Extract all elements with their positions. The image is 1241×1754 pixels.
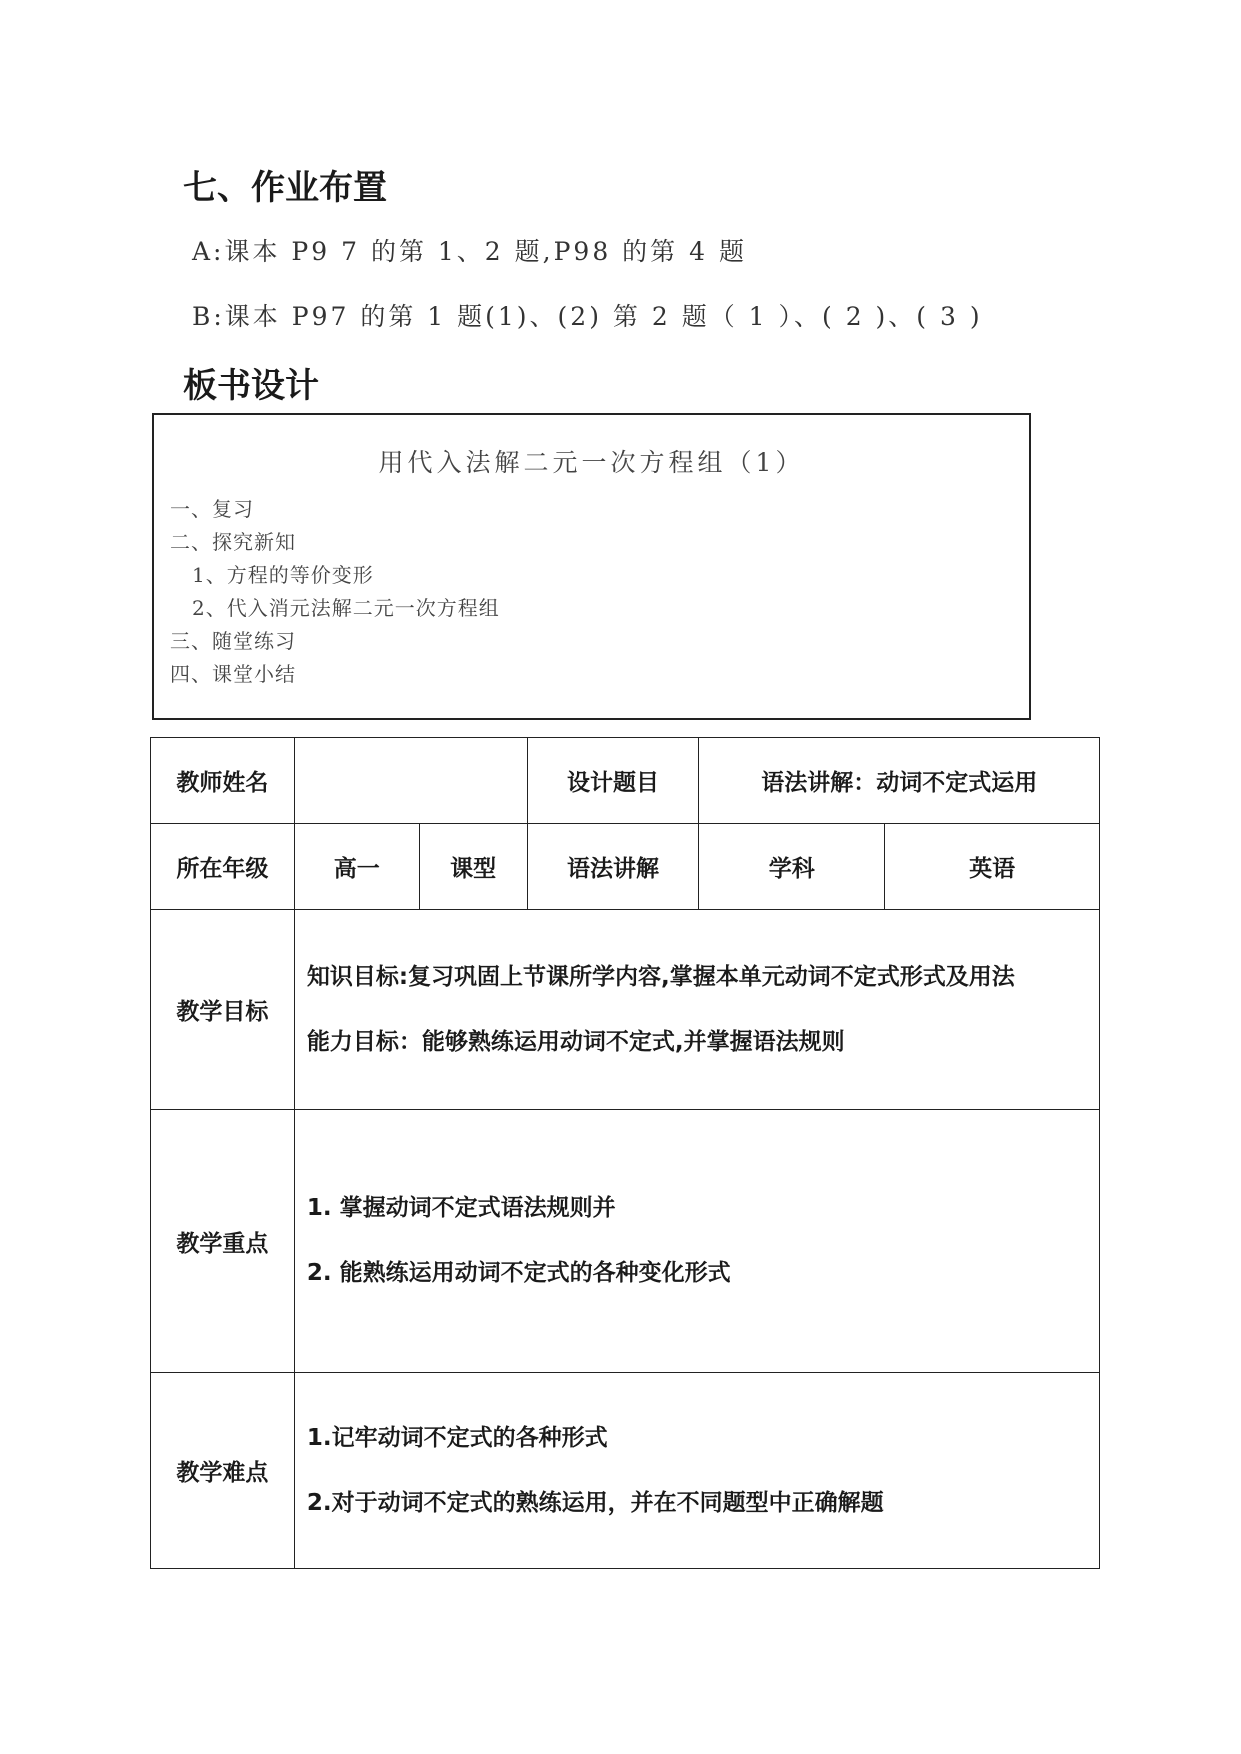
goals-label: 教学目标 — [151, 910, 295, 1110]
goals-cell — [294, 910, 1099, 1110]
subject-value: 英语 — [885, 824, 1100, 910]
board-design-box — [152, 413, 1031, 720]
difficult-label: 教学难点 — [151, 1373, 295, 1569]
key-points-cell — [294, 1110, 1099, 1373]
key-point-line: 1. 掌握动词不定式语法规则并 — [306, 1195, 616, 1221]
table-row — [151, 1110, 1100, 1373]
table-row — [151, 824, 1100, 910]
table-row — [151, 738, 1100, 824]
type-value: 语法讲解 — [527, 824, 699, 910]
key-label: 教学重点 — [151, 1110, 295, 1373]
difficult-point-line: 2.对于动词不定式的熟练运用，并在不同题型中正确解题 — [306, 1489, 884, 1516]
topic-value: 语法讲解：动词不定式运用 — [699, 738, 1100, 824]
teacher-value — [294, 738, 527, 824]
board-item: 三、随堂练习 — [170, 629, 296, 653]
table-row — [151, 1373, 1100, 1569]
board-heading: 板书设计 — [183, 366, 319, 406]
board-item: 一、复习 — [170, 497, 254, 521]
topic-label: 设计题目 — [527, 738, 699, 824]
board-title: 用代入法解二元一次方程组（1） — [378, 448, 805, 477]
board-item: 2、代入消元法解二元一次方程组 — [192, 596, 500, 620]
goal-line: 知识目标:复习巩固上节课所学内容,掌握本单元动词不定式形式及用法 — [306, 963, 1015, 990]
difficult-point-line: 1.记牢动词不定式的各种形式 — [306, 1424, 608, 1451]
homework-line-b: B:课本 P97 的第 1 题(1)、(2) 第 2 题（ 1 ）、( 2 )、( 3 ) — [192, 302, 983, 331]
lesson-info-table — [150, 737, 1100, 1569]
grade-value: 高一 — [294, 824, 419, 910]
homework-heading: 七、作业布置 — [183, 168, 387, 208]
board-item: 二、探究新知 — [170, 530, 296, 554]
board-item: 四、课堂小结 — [170, 662, 296, 686]
subject-label: 学科 — [699, 824, 885, 910]
goal-line: 能力目标：能够熟练运用动词不定式,并掌握语法规则 — [306, 1028, 845, 1055]
teacher-label: 教师姓名 — [151, 738, 295, 824]
key-point-line: 2. 能熟练运用动词不定式的各种变化形式 — [306, 1260, 731, 1286]
grade-label: 所在年级 — [151, 824, 295, 910]
type-label: 课型 — [419, 824, 527, 910]
table-row — [151, 910, 1100, 1110]
homework-line-a: A:课本 P9 7 的第 1、2 题,P98 的第 4 题 — [192, 237, 747, 266]
board-item: 1、方程的等价变形 — [192, 563, 374, 587]
difficult-points-cell — [294, 1373, 1099, 1569]
